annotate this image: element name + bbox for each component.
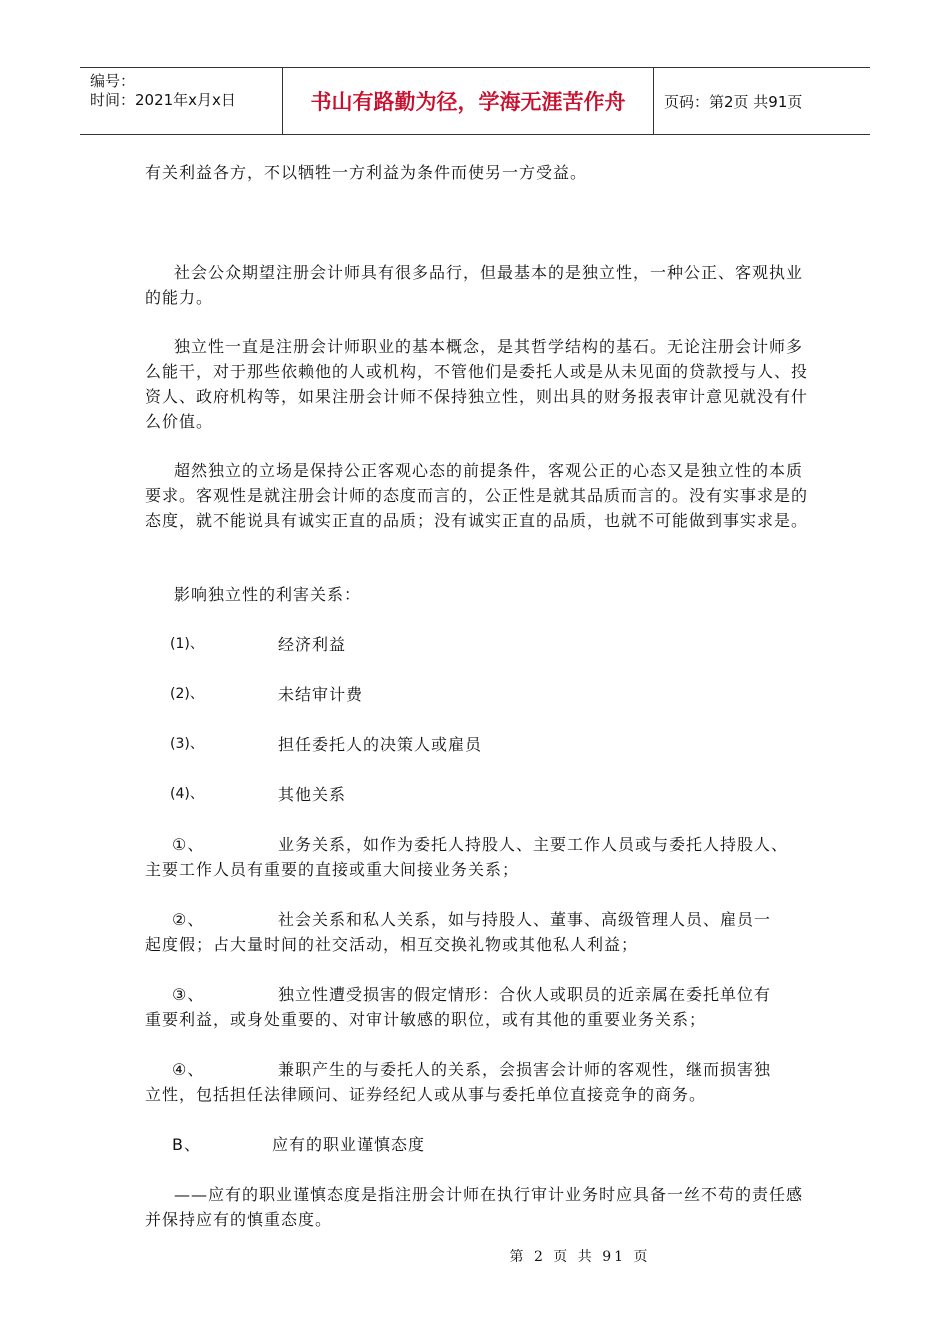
circled-item-4-line2: 立性，包括担任法律顾问、证券经纪人或从事与委托单位直接竞争的商务。 xyxy=(145,1085,707,1104)
list-number: (4)、 xyxy=(170,786,204,802)
paragraph-2: 独立性一直是注册会计师职业的基本概念，是其哲学结构的基石。无论注册会计师多么能干，对于那些依赖他的人或机构，不管他们是委托人或是从未见面的贷款授与人、投资人、政府机构等，如果注册会计师不保持独立性，则出具的财务报表审计意见就没有什么价值。 xyxy=(145,337,809,431)
section-b-number: B、 xyxy=(172,1135,201,1154)
circled-item-2-line2: 起度假；占大量时间的社交活动，相互交换礼物或其他私人利益； xyxy=(145,935,639,954)
circled-item-2-line1: 社会关系和私人关系，如与持股人、董事、高级管理人员、雇员一 xyxy=(278,910,772,929)
circled-number-1: ①、 xyxy=(172,835,205,854)
circled-number-2: ②、 xyxy=(172,910,205,929)
list-text: 经济利益 xyxy=(278,635,347,654)
document-number-label: 编号： xyxy=(90,72,136,90)
paragraph-last: ——应有的职业谨慎态度是指注册会计师在执行审计业务时应具备一丝不苟的责任感并保持应有的慎重态度。 xyxy=(145,1185,804,1229)
list-number: (2)、 xyxy=(170,686,204,702)
circled-item-3-line2: 重要利益，或身处重要的、对审计敏感的职位，或有其他的重要业务关系； xyxy=(145,1010,707,1029)
list-number: (3)、 xyxy=(170,736,204,752)
page-footer xyxy=(0,1246,950,1266)
list-text: 担任委托人的决策人或雇员 xyxy=(278,735,483,754)
document-date: 时间：2021年x月x日 xyxy=(90,91,236,109)
list-text: 其他关系 xyxy=(278,785,347,804)
list-number: (1)、 xyxy=(170,636,204,652)
footer-page-number: 第 2 页 共 91 页 xyxy=(509,1249,651,1265)
paragraph-0: 有关利益各方，不以牺牲一方利益为条件而使另一方受益。 xyxy=(145,163,588,182)
circled-number-4: ④、 xyxy=(172,1060,205,1079)
circled-number-3: ③、 xyxy=(172,985,205,1004)
circled-item-1-line1: 业务关系，如作为委托人持股人、主要工作人员或与委托人持股人、 xyxy=(278,835,789,854)
paragraph-3: 超然独立的立场是保持公正客观心态的前提条件，客观公正的心态又是独立性的本质要求。客观性是就注册会计师的态度而言的，公正性是就其品质而言的。没有实事求是的态度，就不能说具有诚实正直的品质；没有诚实正直的品质，也就不可能做到事实求是。 xyxy=(145,461,809,530)
header-motto: 书山有路勤为径，学海无涯苦作舟 xyxy=(283,68,654,134)
circled-item-3-line1: 独立性遭受损害的假定情形：合伙人或职员的近亲属在委托单位有 xyxy=(278,985,772,1004)
header-meta xyxy=(80,68,283,134)
paragraph-1: 社会公众期望注册会计师具有很多品行，但最基本的是独立性，一种公正、客观执业的能力。 xyxy=(145,263,804,307)
page-header xyxy=(80,67,870,135)
section-b-title: 应有的职业谨慎态度 xyxy=(272,1135,426,1154)
list-text: 未结审计费 xyxy=(278,685,364,704)
circled-item-4-line1: 兼职产生的与委托人的关系，会损害会计师的客观性，继而损害独 xyxy=(278,1060,772,1079)
paragraph-4: 影响独立性的利害关系： xyxy=(174,585,362,604)
circled-item-1-line2: 主要工作人员有重要的直接或重大间接业务关系； xyxy=(145,860,520,879)
header-page-info: 页码：第2页 共91页 xyxy=(664,92,803,111)
